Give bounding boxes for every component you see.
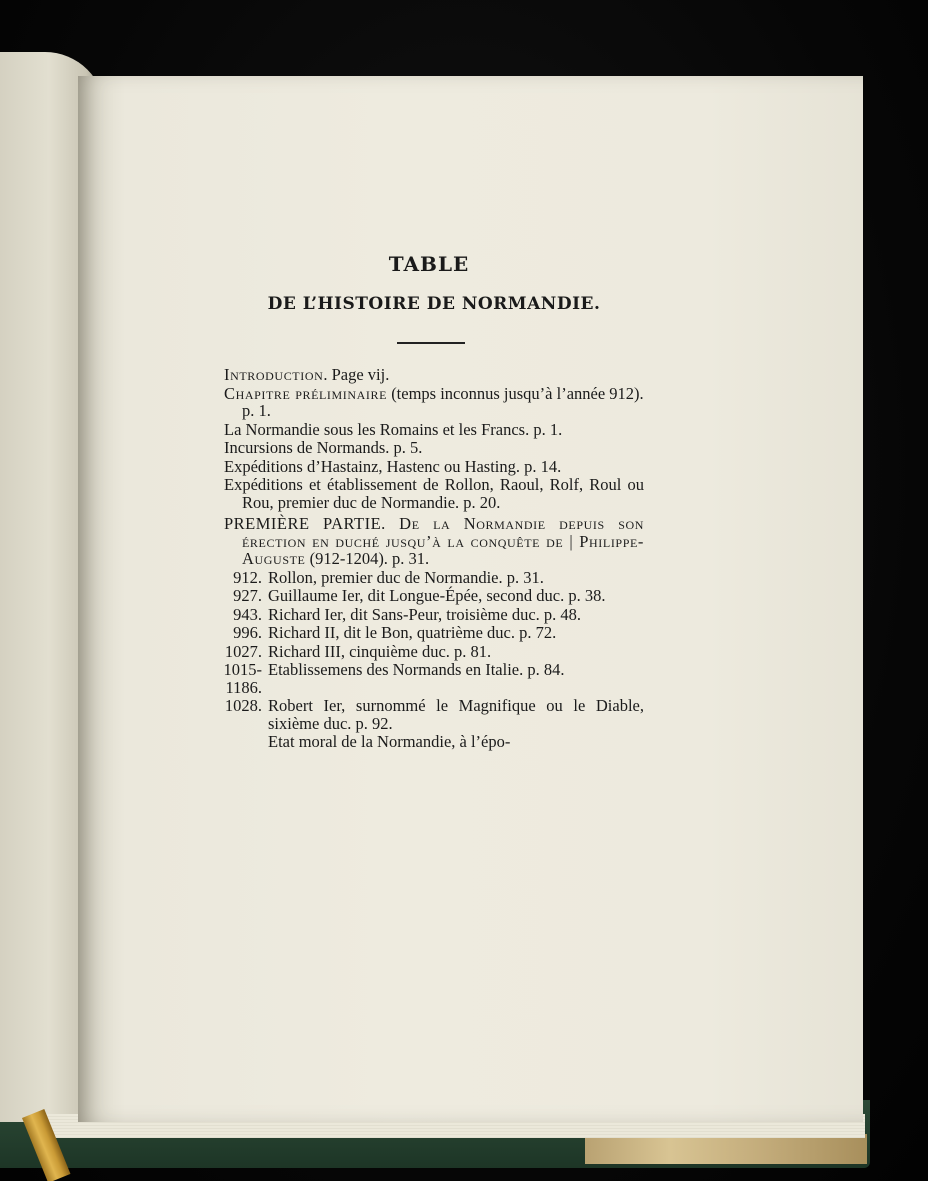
part-heading [224,515,644,568]
part-description: De la Normandie depuis son érection en duché jusqu’à la conquête de | Philippe-Auguste [242,514,645,568]
entry-year: 912. [233,567,262,587]
page-subtitle: DE L’HISTOIRE DE NORMANDIE. [267,294,601,314]
entry-text: Rollon, premier duc de Normandie. p. 31. [268,567,544,587]
dated-entry [224,643,644,661]
entry-text: Richard II, dit le Bon, quatrième duc. p. 72. [268,623,557,642]
entry-year: 1015-1186. [223,660,262,697]
title-rule [397,342,465,344]
toc-entry: Expéditions d’Hastainz, Hastenc ou Hasting. p. 14. [224,456,562,476]
entry-year: 1027. [224,641,262,661]
part-range: (912-1204). p. 31. [305,549,430,568]
dated-entry [224,569,644,587]
page-title: TABLE [388,252,470,276]
gilt-page-edge [585,1134,867,1164]
entry-year: 1028. [224,696,262,715]
toc-entry: Incursions de Normands. p. 5. [224,438,423,457]
entry-text: Robert Ier, surnommé le Magnifique ou le Diable, sixième duc. p. 92. [268,696,644,733]
entry-text: Guillaume Ier, dit Longue-Épée, second duc. p. 38. [268,586,606,605]
entry-year: 996. [233,623,262,642]
entry-text: (temps inconnus jusqu’à l’année 912). p. 1. [242,383,644,420]
right-page [78,76,863,1122]
toc-entry [224,366,644,384]
toc-entry: La Normandie sous les Romains et les Francs. p. 1. [224,419,563,439]
entry-label: Chapitre préliminaire [224,383,388,403]
entry-year: 927. [233,586,262,605]
entry-text: Richard III, cinquième duc. p. 81. [268,641,492,661]
part-label: PREMIÈRE PARTIE. [224,514,400,533]
entry-year: 943. [233,604,262,624]
table-of-contents [224,366,644,751]
toc-entry: Expéditions et établissement de Rollon, Raoul, Rolf, Roul ou Rou, premier duc de Normandie. p. 20. [224,475,644,512]
entry-label: Introduction [224,365,324,384]
continuation-line: Etat moral de la Normandie, à l’épo- [268,732,511,751]
entry-text: Etablissemens des Normands en Italie. p. 84. [268,660,565,679]
dated-entry [224,624,644,642]
dated-entry [224,587,644,605]
entry-text: Richard Ier, dit Sans-Peur, troisième duc. p. 48. [268,604,582,624]
dated-entry [224,606,644,624]
dated-entry [224,661,644,696]
entry-text: . Page vij. [323,365,390,384]
toc-entry [224,385,644,420]
dated-entry [224,697,644,732]
